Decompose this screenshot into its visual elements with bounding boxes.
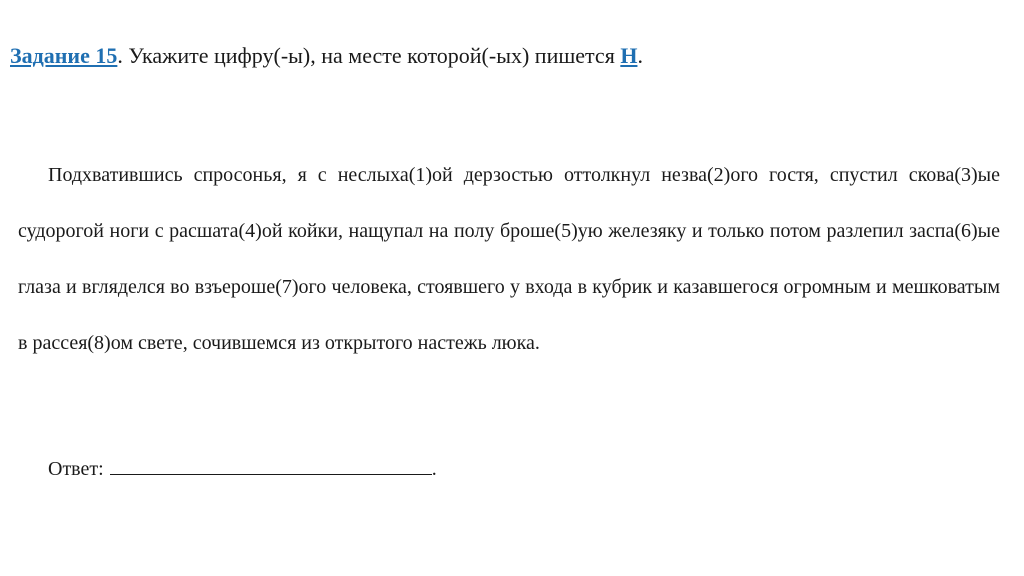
answer-label: Ответ: bbox=[48, 458, 104, 480]
task-number-link[interactable]: Задание 15 bbox=[10, 43, 118, 68]
letter-n-link[interactable]: Н bbox=[620, 43, 638, 68]
task-header bbox=[10, 41, 643, 71]
answer-row bbox=[48, 452, 437, 485]
answer-period: . bbox=[431, 458, 437, 480]
answer-field[interactable] bbox=[110, 452, 432, 475]
task-instruction: . Укажите цифру(-ы), на месте которой(-ых) пишется bbox=[117, 43, 621, 68]
task-period: . bbox=[637, 43, 643, 68]
passage-text: Подхватившись спросонья, я с неслыха(1)ой дерзостью оттолкнул незва(2)ого гостя, спустил скова(3)ые судорогой ноги с расшата(4)ой койки, нащупал на полу броше(5)ую железяку и только потом разлепил заспа(6)ые глаза и вгляделся во взъероше(7)ого человека, стоявшего у входа в кубрик и казавшегося огромным и мешковатым в рассея(8)ом свете, сочившемся из открытого настежь люка. bbox=[18, 164, 1000, 354]
